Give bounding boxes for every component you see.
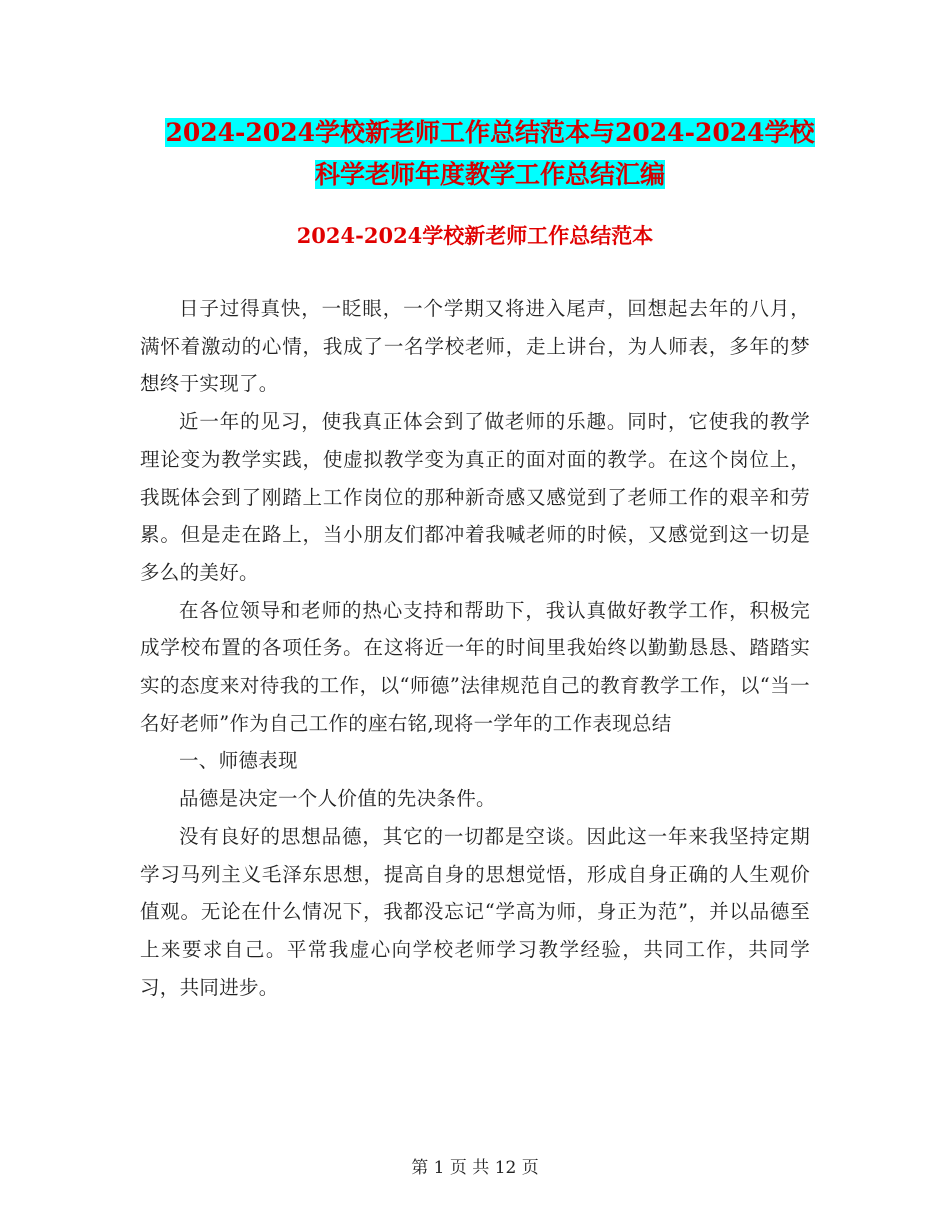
document-body <box>140 290 810 1006</box>
document-title-line-1: 2024-2024学校新老师工作总结范本与2024-2024学校 <box>165 118 815 147</box>
paragraph: 没有良好的思想品德，其它的一切都是空谈。因此这一年来我坚持定期学习马列主义毛泽东思想，提高自身的思想觉悟，形成自身正确的人生观价值观。无论在什么情况下，我都没忘记“学高为师，身正为范”，并以品德至上来要求自己。平常我虚心向学校老师学习教学经验，共同工作，共同学习，共同进步。 <box>140 824 810 999</box>
paragraph: 品德是决定一个人价值的先决条件。 <box>179 787 496 811</box>
document-title <box>140 112 840 196</box>
paragraph-heading: 一、师德表现 <box>179 749 298 773</box>
page-footer: 第 1 页 共 12 页 <box>411 1158 539 1178</box>
section-title: 2024-2024学校新老师工作总结范本 <box>296 223 654 248</box>
paragraph: 在各位领导和老师的热心支持和帮助下，我认真做好教学工作，积极完成学校布置的各项任务。在这将近一年的时间里我始终以勤勤恳恳、踏踏实实的态度来对待我的工作，以“师德”法律规范自己的教育教学工作，以“当一名好老师”作为自己工作的座右铭,现将一学年的工作表现总结 <box>140 598 810 735</box>
document-title-line-2: 科学老师年度教学工作总结汇编 <box>314 160 665 189</box>
paragraph: 近一年的见习，使我真正体会到了做老师的乐趣。同时，它使我的教学理论变为教学实践，使虚拟教学变为真正的面对面的教学。在这个岗位上，我既体会到了刚踏上工作岗位的那种新奇感又感觉到了老师工作的艰辛和劳累。但是走在路上，当小朋友们都冲着我喊老师的时候，又感觉到这一切是多么的美好。 <box>140 410 810 584</box>
paragraph: 日子过得真快，一眨眼，一个学期又将进入尾声，回想起去年的八月，满怀着激动的心情，我成了一名学校老师，走上讲台，为人师表，多年的梦想终于实现了。 <box>140 297 810 396</box>
